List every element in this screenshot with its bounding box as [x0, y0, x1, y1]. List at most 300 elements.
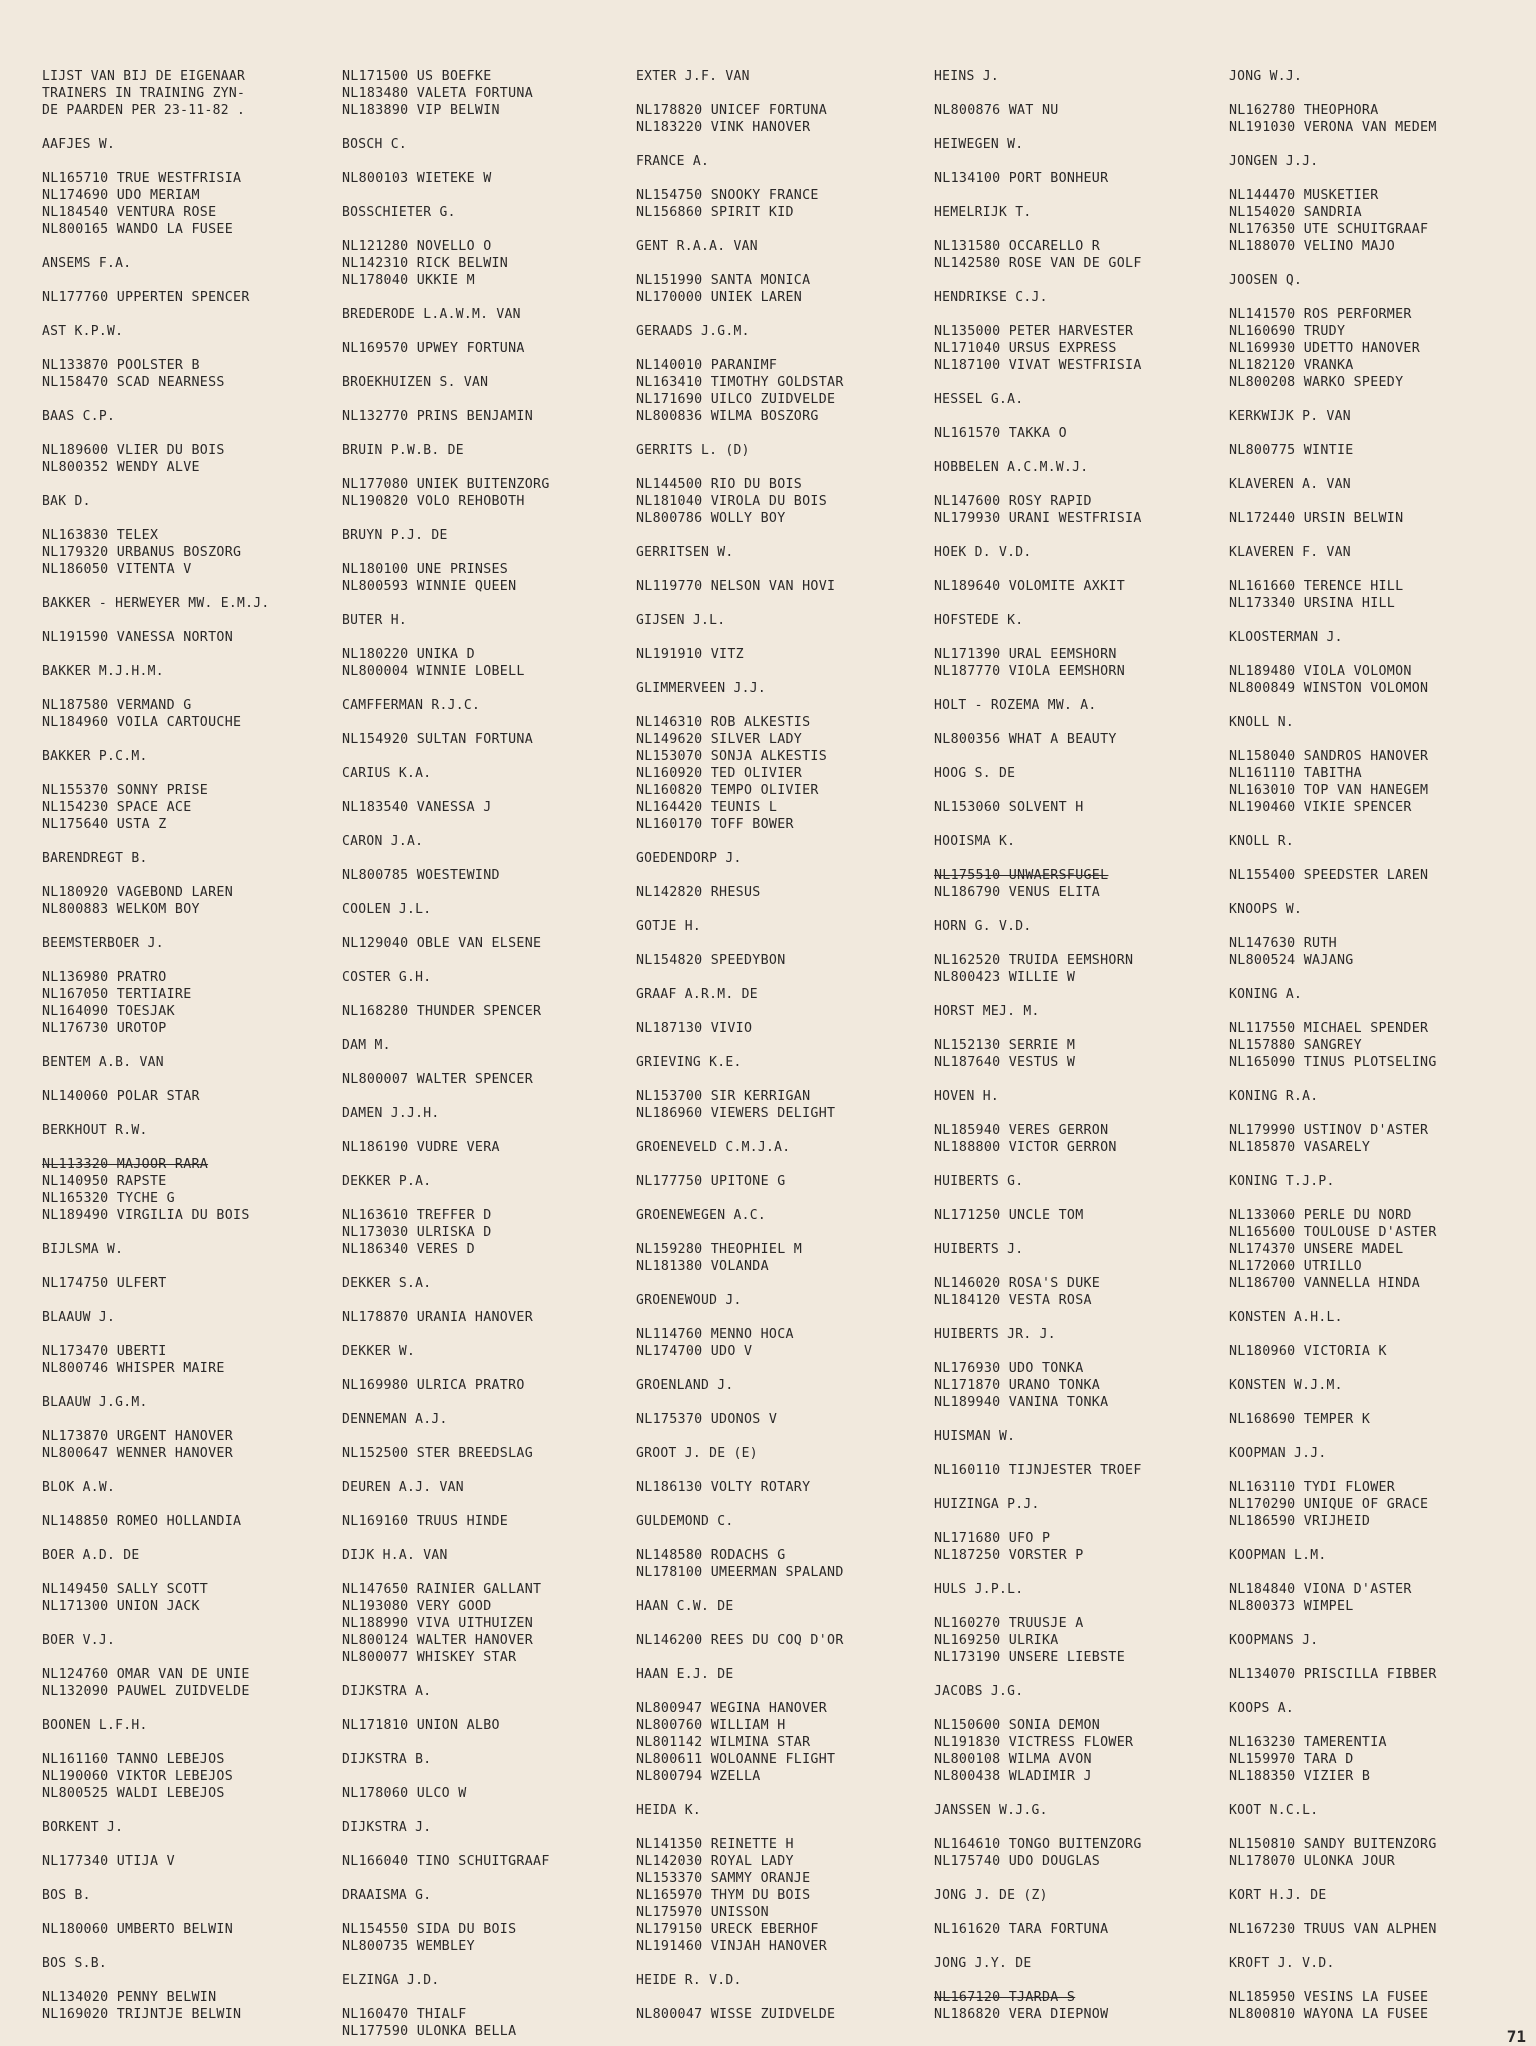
spacer [42, 1139, 334, 1156]
horse-entry: NL180220 UNIKA D [342, 647, 475, 662]
spacer [934, 935, 1226, 952]
spacer [342, 1870, 634, 1887]
owner-heading: GROENLAND J. [636, 1378, 734, 1393]
horse-entry: NL173870 URGENT HANOVER [42, 1429, 234, 1444]
owner-heading: BOS S.B. [42, 1956, 108, 1971]
owner-heading: BERKHOUT R.W. [42, 1123, 148, 1138]
owner-heading: GOTJE H. [636, 919, 702, 934]
spacer [1229, 493, 1521, 510]
spacer [42, 867, 334, 884]
horse-entry: NL184840 VIONA D'ASTER [1229, 1582, 1412, 1597]
owner-heading: KROFT J. V.D. [1229, 1956, 1335, 1971]
spacer [934, 595, 1226, 612]
spacer [636, 1428, 928, 1445]
horse-entry: NL186590 VRIJHEID [1229, 1514, 1371, 1529]
horse-entry: NL165090 TINUS PLOTSELING [1229, 1055, 1437, 1070]
spacer [934, 221, 1226, 238]
owner-heading: KONING T.J.P. [1229, 1174, 1335, 1189]
horse-entry: NL165600 TOULOUSE D'ASTER [1229, 1225, 1437, 1240]
horse-entry: NL191460 VINJAH HANOVER [636, 1939, 828, 1954]
spacer [1229, 884, 1521, 901]
spacer [1229, 731, 1521, 748]
spacer [1229, 1615, 1521, 1632]
spacer [1229, 1870, 1521, 1887]
spacer [342, 680, 634, 697]
spacer [342, 714, 634, 731]
horse-entry: NL171500 US BOEFKE [342, 69, 492, 84]
owner-heading: DEKKER P.A. [342, 1174, 432, 1189]
owner-heading: HAAN E.J. DE [636, 1667, 734, 1682]
horse-entry: NL134020 PENNY BELWIN [42, 1990, 217, 2005]
spacer [934, 476, 1226, 493]
spacer [1229, 136, 1521, 153]
horse-entry: NL163110 TYDI FLOWER [1229, 1480, 1396, 1495]
horse-entry: NL800810 WAYONA LA FUSEE [1229, 2007, 1429, 2022]
spacer [42, 1105, 334, 1122]
horse-entry: NL177080 UNIEK BUITENZORG [342, 477, 550, 492]
spacer [342, 221, 634, 238]
spacer [42, 1649, 334, 1666]
spacer [1229, 1394, 1521, 1411]
owner-heading: BAKKER P.C.M. [42, 749, 148, 764]
horse-entry: NL186790 VENUS ELITA [934, 885, 1101, 900]
spacer [636, 425, 928, 442]
spacer [636, 1989, 928, 2006]
owner-heading: BOER A.D. DE [42, 1548, 140, 1563]
spacer [1229, 969, 1521, 986]
horse-entry: NL171810 UNION ALBO [342, 1718, 500, 1733]
owner-heading: BAKKER M.J.H.M. [42, 664, 164, 679]
owner-heading: HENDRIKSE C.J. [934, 290, 1048, 305]
spacer [342, 918, 634, 935]
spacer [342, 850, 634, 867]
owner-heading: HOOISMA K. [934, 834, 1016, 849]
spacer [342, 1768, 634, 1785]
spacer [342, 816, 634, 833]
horse-entry: NL173340 URSINA HILL [1229, 596, 1396, 611]
owner-heading: HEINS J. [934, 69, 1000, 84]
spacer [1229, 391, 1521, 408]
spacer [42, 306, 334, 323]
owner-heading: HUIBERTS G. [934, 1174, 1024, 1189]
horse-entry: NL124760 OMAR VAN DE UNIE [42, 1667, 250, 1682]
horse-entry: NL800786 WOLLY BOY [636, 511, 786, 526]
owner-heading: HOVEN H. [934, 1089, 1000, 1104]
horse-entry: NL142030 ROYAL LADY [636, 1854, 794, 1869]
owner-heading: HUIBERTS JR. J. [934, 1327, 1056, 1342]
spacer [934, 408, 1226, 425]
owner-heading: DIJKSTRA A. [342, 1684, 432, 1699]
spacer [42, 1071, 334, 1088]
horse-entry: NL179320 URBANUS BOSZORG [42, 545, 242, 560]
spacer [42, 1836, 334, 1853]
owner-heading: HOLT - ROZEMA MW. A. [934, 698, 1097, 713]
horse-entry: NL171680 UFO P [934, 1531, 1051, 1546]
horse-entry: NL185940 VERES GERRON [934, 1123, 1109, 1138]
spacer [342, 1700, 634, 1717]
spacer [342, 1156, 634, 1173]
spacer [636, 1190, 928, 1207]
spacer [42, 765, 334, 782]
spacer [1229, 527, 1521, 544]
horse-entry: NL174700 UDO V [636, 1344, 753, 1359]
spacer [1229, 646, 1521, 663]
horse-entry: NL134070 PRISCILLA FIBBER [1229, 1667, 1437, 1682]
owner-heading: HESSEL G.A. [934, 392, 1024, 407]
spacer [934, 1870, 1226, 1887]
owner-heading: CARON J.A. [342, 834, 424, 849]
spacer [342, 1258, 634, 1275]
owner-heading: BRUYN P.J. DE [342, 528, 448, 543]
owner-heading: BORKENT J. [42, 1820, 124, 1835]
spacer [1229, 1717, 1521, 1734]
spacer [934, 1700, 1226, 1717]
horse-entry: NL154820 SPEEDYBON [636, 953, 786, 968]
horse-entry: NL164090 TOESJAK [42, 1004, 175, 1019]
spacer [934, 153, 1226, 170]
spacer [934, 1411, 1226, 1428]
spacer [342, 1292, 634, 1309]
horse-entry: NL152130 SERRIE M [934, 1038, 1076, 1053]
spacer [42, 1037, 334, 1054]
horse-entry: NL166040 TINO SCHUITGRAAF [342, 1854, 550, 1869]
spacer [342, 1020, 634, 1037]
spacer [636, 1955, 928, 1972]
spacer [1229, 1785, 1521, 1802]
owner-heading: HAAN C.W. DE [636, 1599, 734, 1614]
column-1 [42, 68, 334, 2023]
horse-entry: NL800356 WHAT A BEAUTY [934, 732, 1117, 747]
horse-entry: NL174690 UDO MERIAM [42, 188, 200, 203]
owner-heading: JONGEN J.J. [1229, 154, 1319, 169]
spacer [342, 595, 634, 612]
horse-entry: NL176930 UDO TONKA [934, 1361, 1084, 1376]
horse-entry: NL157880 SANGREY [1229, 1038, 1362, 1053]
horse-entry: NL181380 VOLANDA [636, 1259, 769, 1274]
spacer [42, 833, 334, 850]
horse-entry: NL187580 VERMAND G [42, 698, 192, 713]
horse-entry: NL160920 TED OLIVIER [636, 766, 803, 781]
spacer [342, 748, 634, 765]
horse-entry: NL156860 SPIRIT KID [636, 205, 794, 220]
owner-heading: JONG J.Y. DE [934, 1956, 1032, 1971]
spacer [42, 1496, 334, 1513]
owner-heading: COSTER G.H. [342, 970, 432, 985]
horse-entry: NL183220 VINK HANOVER [636, 120, 811, 135]
horse-entry: NL171040 URSUS EXPRESS [934, 341, 1117, 356]
spacer [934, 1513, 1226, 1530]
owner-heading: KOOT N.C.L. [1229, 1803, 1319, 1818]
spacer [636, 1496, 928, 1513]
horse-entry: NL158470 SCAD NEARNESS [42, 375, 225, 390]
spacer [636, 170, 928, 187]
spacer [342, 289, 634, 306]
horse-entry: NL160170 TOFF BOWER [636, 817, 794, 832]
owner-heading: BAK D. [42, 494, 91, 509]
spacer [636, 697, 928, 714]
spacer [342, 782, 634, 799]
owner-heading: JONG W.J. [1229, 69, 1303, 84]
spacer [342, 1836, 634, 1853]
spacer [636, 935, 928, 952]
spacer [42, 1802, 334, 1819]
spacer [636, 1683, 928, 1700]
owner-heading: TRAINERS IN TRAINING ZYN- [42, 86, 246, 101]
horse-entry: NL800760 WILLIAM H [636, 1718, 786, 1733]
horse-entry: NL191030 VERONA VAN MEDEM [1229, 120, 1437, 135]
horse-entry: NL800947 WEGINA HANOVER [636, 1701, 828, 1716]
spacer [934, 272, 1226, 289]
spacer [636, 1649, 928, 1666]
horse-entry: NL191910 VITZ [636, 647, 744, 662]
horse-entry: NL184120 VESTA ROSA [934, 1293, 1092, 1308]
horse-entry: NL168280 THUNDER SPENCER [342, 1004, 542, 1019]
owner-heading: ELZINGA J.D. [342, 1973, 440, 1988]
horse-entry: NL178870 URANIA HANOVER [342, 1310, 534, 1325]
spacer [1229, 459, 1521, 476]
horse-entry: NL162520 TRUIDA EEMSHORN [934, 953, 1134, 968]
owner-heading: GROENEVELD C.M.J.A. [636, 1140, 791, 1155]
horse-entry: NL173030 ULRISKA D [342, 1225, 492, 1240]
horse-entry: NL140950 RAPSTE [42, 1174, 167, 1189]
spacer [934, 986, 1226, 1003]
spacer [342, 1428, 634, 1445]
owner-heading: BAAS C.P. [42, 409, 116, 424]
spacer [42, 1462, 334, 1479]
horse-entry: NL800124 WALTER HANOVER [342, 1633, 534, 1648]
horse-entry: NL187640 VESTUS W [934, 1055, 1076, 1070]
spacer [934, 1020, 1226, 1037]
spacer [342, 1190, 634, 1207]
horse-entry: NL168690 TEMPER K [1229, 1412, 1371, 1427]
spacer [42, 476, 334, 493]
horse-entry: NL180100 UNE PRINSES [342, 562, 509, 577]
spacer [342, 187, 634, 204]
spacer [636, 1530, 928, 1547]
spacer [342, 1394, 634, 1411]
horse-entry: NL189940 VANINA TONKA [934, 1395, 1109, 1410]
horse-entry: NL153070 SONJA ALKESTIS [636, 749, 828, 764]
column-4 [934, 68, 1226, 2023]
owner-heading: BROEKHUIZEN S. VAN [342, 375, 489, 390]
owner-heading: AAFJES W. [42, 137, 116, 152]
spacer [636, 1309, 928, 1326]
horse-entry: NL187100 VIVAT WESTFRISIA [934, 358, 1142, 373]
owner-heading: KNOLL R. [1229, 834, 1295, 849]
spacer [42, 391, 334, 408]
horse-entry: NL147600 ROSY RAPID [934, 494, 1092, 509]
owner-heading: FRANCE A. [636, 154, 710, 169]
spacer [42, 1377, 334, 1394]
owner-heading: KONING R.A. [1229, 1089, 1319, 1104]
horse-entry: NL186700 VANNELLA HINDA [1229, 1276, 1421, 1291]
horse-entry: NL183540 VANESSA J [342, 800, 492, 815]
owner-heading: BLOK A.W. [42, 1480, 116, 1495]
owner-heading: DE PAARDEN PER 23-11-82 . [42, 103, 246, 118]
horse-entry: NL165710 TRUE WESTFRISIA [42, 171, 242, 186]
horse-entry: NL161660 TERENCE HILL [1229, 579, 1404, 594]
horse-entry: NL800647 WENNER HANOVER [42, 1446, 234, 1461]
spacer [42, 578, 334, 595]
spacer [1229, 1428, 1521, 1445]
horse-entry: NL163230 TAMERENTIA [1229, 1735, 1387, 1750]
spacer [636, 255, 928, 272]
spacer [42, 272, 334, 289]
owner-heading: DEKKER W. [342, 1344, 416, 1359]
owner-heading: DIJK H.A. VAN [342, 1548, 448, 1563]
spacer [636, 969, 928, 986]
owner-heading: BREDERODE L.A.W.M. VAN [342, 307, 521, 322]
horse-entry: NL170000 UNIEK LAREN [636, 290, 803, 305]
horse-entry: NL189490 VIRGILIA DU BOIS [42, 1208, 250, 1223]
horse-entry: NL142820 RHESUS [636, 885, 761, 900]
horse-entry: NL188800 VICTOR GERRON [934, 1140, 1117, 1155]
horse-entry: NL178070 ULONKA JOUR [1229, 1854, 1396, 1869]
horse-entry: NL175370 UDONOS V [636, 1412, 778, 1427]
spacer [636, 1785, 928, 1802]
horse-entry: NL159970 TARA D [1229, 1752, 1354, 1767]
owner-heading: BENTEM A.B. VAN [42, 1055, 164, 1070]
spacer [342, 1955, 634, 1972]
owner-heading: GRAAF A.R.M. DE [636, 987, 758, 1002]
spacer [636, 663, 928, 680]
horse-entry: NL172440 URSIN BELWIN [1229, 511, 1404, 526]
horse-entry: NL169020 TRIJNTJE BELWIN [42, 2007, 242, 2022]
horse-entry: NL189640 VOLOMITE AXKIT [934, 579, 1126, 594]
spacer [1229, 1683, 1521, 1700]
spacer [42, 1411, 334, 1428]
spacer [42, 1938, 334, 1955]
owner-heading: GRIEVING K.E. [636, 1055, 742, 1070]
horse-entry: NL171250 UNCLE TOM [934, 1208, 1084, 1223]
spacer [42, 1972, 334, 1989]
horse-entry: NL800785 WOESTEWIND [342, 868, 500, 883]
horse-entry: NL176730 UROTOP [42, 1021, 167, 1036]
horse-entry: NL144470 MUSKETIER [1229, 188, 1379, 203]
spacer [934, 782, 1226, 799]
owner-heading: HOOG S. DE [934, 766, 1016, 781]
owner-heading: KLAVEREN A. VAN [1229, 477, 1351, 492]
horse-entry: NL169570 UPWEY FORTUNA [342, 341, 525, 356]
owner-heading: GERRITS L. (D) [636, 443, 750, 458]
horse-entry: NL800352 WENDY ALVE [42, 460, 200, 475]
owner-heading: BOONEN L.F.H. [42, 1718, 148, 1733]
spacer [42, 612, 334, 629]
horse-entry: NL186130 VOLTY ROTARY [636, 1480, 811, 1495]
horse-entry: NL169250 ULRIKA [934, 1633, 1059, 1648]
horse-entry: NL129040 OBLE VAN ELSENE [342, 936, 542, 951]
horse-entry: NL161110 TABITHA [1229, 766, 1362, 781]
spacer [636, 340, 928, 357]
horse-entry: NL135000 PETER HARVESTER [934, 324, 1134, 339]
owner-heading: JONG J. DE (Z) [934, 1888, 1048, 1903]
horse-entry: NL160690 TRUDY [1229, 324, 1346, 339]
spacer [42, 153, 334, 170]
spacer [934, 442, 1226, 459]
owner-heading: BLAAUW J. [42, 1310, 116, 1325]
spacer [636, 1581, 928, 1598]
horse-entry: NL800007 WALTER SPENCER [342, 1072, 534, 1087]
spacer [342, 884, 634, 901]
spacer [1229, 1462, 1521, 1479]
horse-entry: NL180060 UMBERTO BELWIN [42, 1922, 234, 1937]
owner-heading: DEUREN A.J. VAN [342, 1480, 464, 1495]
owner-heading: BAKKER - HERWEYER MW. E.M.J. [42, 596, 270, 611]
horse-entry: NL178820 UNICEF FORTUNA [636, 103, 828, 118]
owner-heading: BEEMSTERBOER J. [42, 936, 164, 951]
owner-heading: GROOT J. DE (E) [636, 1446, 758, 1461]
spacer [1229, 85, 1521, 102]
owner-heading: BRUIN P.W.B. DE [342, 443, 464, 458]
horse-entry: NL148580 RODACHS G [636, 1548, 786, 1563]
spacer [934, 561, 1226, 578]
horse-entry: NL183480 VALETA FORTUNA [342, 86, 534, 101]
horse-entry: NL189600 VLIER DU BOIS [42, 443, 225, 458]
horse-entry: NL175740 UDO DOUGLAS [934, 1854, 1101, 1869]
owner-heading: HEIDE R. V.D. [636, 1973, 742, 1988]
spacer [342, 1088, 634, 1105]
horse-entry: NL150600 SONIA DEMON [934, 1718, 1101, 1733]
owner-heading: KOOPMAN L.M. [1229, 1548, 1327, 1563]
column-2 [342, 68, 634, 2040]
owner-heading: DENNEMAN A.J. [342, 1412, 448, 1427]
horse-entry: NL187250 VORSTER P [934, 1548, 1084, 1563]
owner-heading: GLIMMERVEEN J.J. [636, 681, 767, 696]
owner-heading: GERAADS J.G.M. [636, 324, 750, 339]
spacer [342, 1122, 634, 1139]
spacer [934, 816, 1226, 833]
spacer [342, 1530, 634, 1547]
spacer [342, 425, 634, 442]
owner-heading: KNOLL N. [1229, 715, 1295, 730]
spacer [934, 187, 1226, 204]
spacer [934, 1258, 1226, 1275]
spacer [636, 629, 928, 646]
horse-entry: NL181040 VIROLA DU BOIS [636, 494, 828, 509]
owner-heading: DIJKSTRA J. [342, 1820, 432, 1835]
horse-entry: NL189480 VIOLA VOLOMON [1229, 664, 1412, 679]
spacer [636, 85, 928, 102]
owner-heading: BARENDREGT B. [42, 851, 148, 866]
spacer [342, 323, 634, 340]
horse-entry: NL177750 UPITONE G [636, 1174, 786, 1189]
owner-heading: DEKKER S.A. [342, 1276, 432, 1291]
owner-heading: KERKWIJK P. VAN [1229, 409, 1351, 424]
spacer [1229, 1649, 1521, 1666]
spacer [636, 595, 928, 612]
horse-entry: NL133870 POOLSTER B [42, 358, 200, 373]
horse-entry: NL146200 REES DU COQ D'OR [636, 1633, 844, 1648]
owner-heading: KOOPMAN J.J. [1229, 1446, 1327, 1461]
owner-heading: GROENEWEGEN A.C. [636, 1208, 767, 1223]
owner-heading: HUIBERTS J. [934, 1242, 1024, 1257]
spacer [1229, 1071, 1521, 1088]
horse-entry: NL193080 VERY GOOD [342, 1599, 492, 1614]
horse-entry: NL133060 PERLE DU NORD [1229, 1208, 1412, 1223]
horse-entry: NL800047 WISSE ZUIDVELDE [636, 2007, 836, 2022]
owner-heading: HEIDA K. [636, 1803, 702, 1818]
horse-entry: NL169980 ULRICA PRATRO [342, 1378, 525, 1393]
spacer [42, 510, 334, 527]
horse-entry: NL151990 SANTA MONICA [636, 273, 811, 288]
horse-entry: NL163410 TIMOTHY GOLDSTAR [636, 375, 844, 390]
owner-heading: GOEDENDORP J. [636, 851, 742, 866]
horse-entry: NL169930 UDETTO HANOVER [1229, 341, 1421, 356]
horse-entry: NL160110 TIJNJESTER TROEF [934, 1463, 1142, 1478]
horse-entry: NL154020 SANDRIA [1229, 205, 1362, 220]
horse-entry: NL800735 WEMBLEY [342, 1939, 475, 1954]
horse-entry: NL187770 VIOLA EEMSHORN [934, 664, 1126, 679]
